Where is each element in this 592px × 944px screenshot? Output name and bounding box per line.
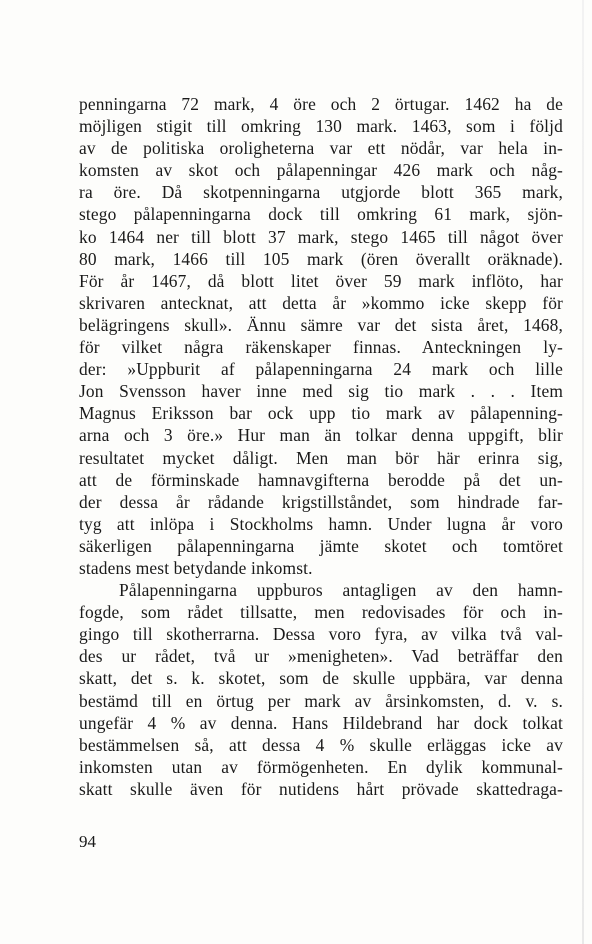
text-line: resultatet mycket dåligt. Men man bör här erinra sig, (79, 447, 563, 468)
text-line: inkomsten utan av förmögenheten. En dylik kommunal- (79, 756, 563, 777)
text-line: arna och 3 öre.» Hur man än tolkar denna uppgift, blir (79, 425, 563, 446)
text-line: penningarna 72 mark, 4 öre och 2 örtugar. 1462 ha de (79, 94, 563, 114)
text-line: skatt skulle även för nutidens hårt prövade skattedraga- (79, 778, 563, 799)
text-line: att de förminskade hamnavgifterna berodde på det un- (79, 469, 563, 490)
text-line: av de politiska oroligheterna var ett nödår, var hela in- (79, 138, 563, 159)
text-line: Magnus Eriksson bar ock upp tio mark av pålapenning- (79, 403, 563, 424)
text-line: gingo till skotherrarna. Dessa voro fyra, av vilka två val- (79, 624, 563, 645)
text-line: Jon Svensson haver inne med sig tio mark . . . Item (79, 381, 563, 402)
body-text (79, 93, 563, 800)
text-line: skatt, det s. k. skotet, som de skulle uppbära, var denna (79, 668, 563, 689)
text-line: bestämmelsen så, att dessa 4 % skulle erläggas icke av (79, 734, 563, 755)
text-line: bestämd till en örtug per mark av årsinkomsten, d. v. s. (79, 690, 563, 711)
text-line: der dessa år rådande krigstillståndet, som hindrade far- (79, 491, 563, 512)
text-line: des ur rådet, två ur »menigheten». Vad beträffar den (79, 646, 563, 667)
text-line: fogde, som rådet tillsatte, men redovisades för och in- (79, 602, 563, 623)
text-line: der: »Uppburit af pålapenningarna 24 mark och lille (79, 359, 563, 380)
text-line: tyg att inlöpa i Stockholms hamn. Under lugna år voro (79, 513, 563, 534)
text-line: komsten av skot och pålapenningar 426 mark och någ- (79, 160, 563, 181)
text-line: stadens mest betydande inkomst. (79, 557, 313, 578)
page-number: 94 (79, 832, 96, 851)
page-edge-shadow (582, 0, 584, 944)
text-line: 80 mark, 1466 till 105 mark (ören överallt oräknade). (79, 248, 563, 269)
text-line: För år 1467, då blott litet över 59 mark inflöto, har (79, 270, 563, 291)
text-line: ungefär 4 % av denna. Hans Hildebrand har dock tolkat (79, 712, 563, 733)
text-line: belägringens skull». Ännu sämre var det sista året, 1468, (79, 314, 563, 335)
text-line: stego pålapenningarna dock till omkring 61 mark, sjön- (79, 204, 563, 225)
text-line: säkerligen pålapenningarna jämte skotet och tomtöret (79, 535, 563, 556)
text-line: ra öre. Då skotpenningarna utgjorde blott 365 mark, (79, 182, 563, 203)
text-line: Pålapenningarna uppburos antagligen av den hamn- (119, 580, 563, 601)
text-line: för vilket några räkenskaper finnas. Anteckningen ly- (79, 337, 563, 358)
text-line: möjligen stigit till omkring 130 mark. 1463, som i följd (79, 116, 563, 137)
text-line: skrivaren antecknat, att detta år »kommo icke skepp för (79, 292, 563, 313)
text-line: ko 1464 ner till blott 37 mark, stego 1465 till något över (79, 226, 563, 247)
